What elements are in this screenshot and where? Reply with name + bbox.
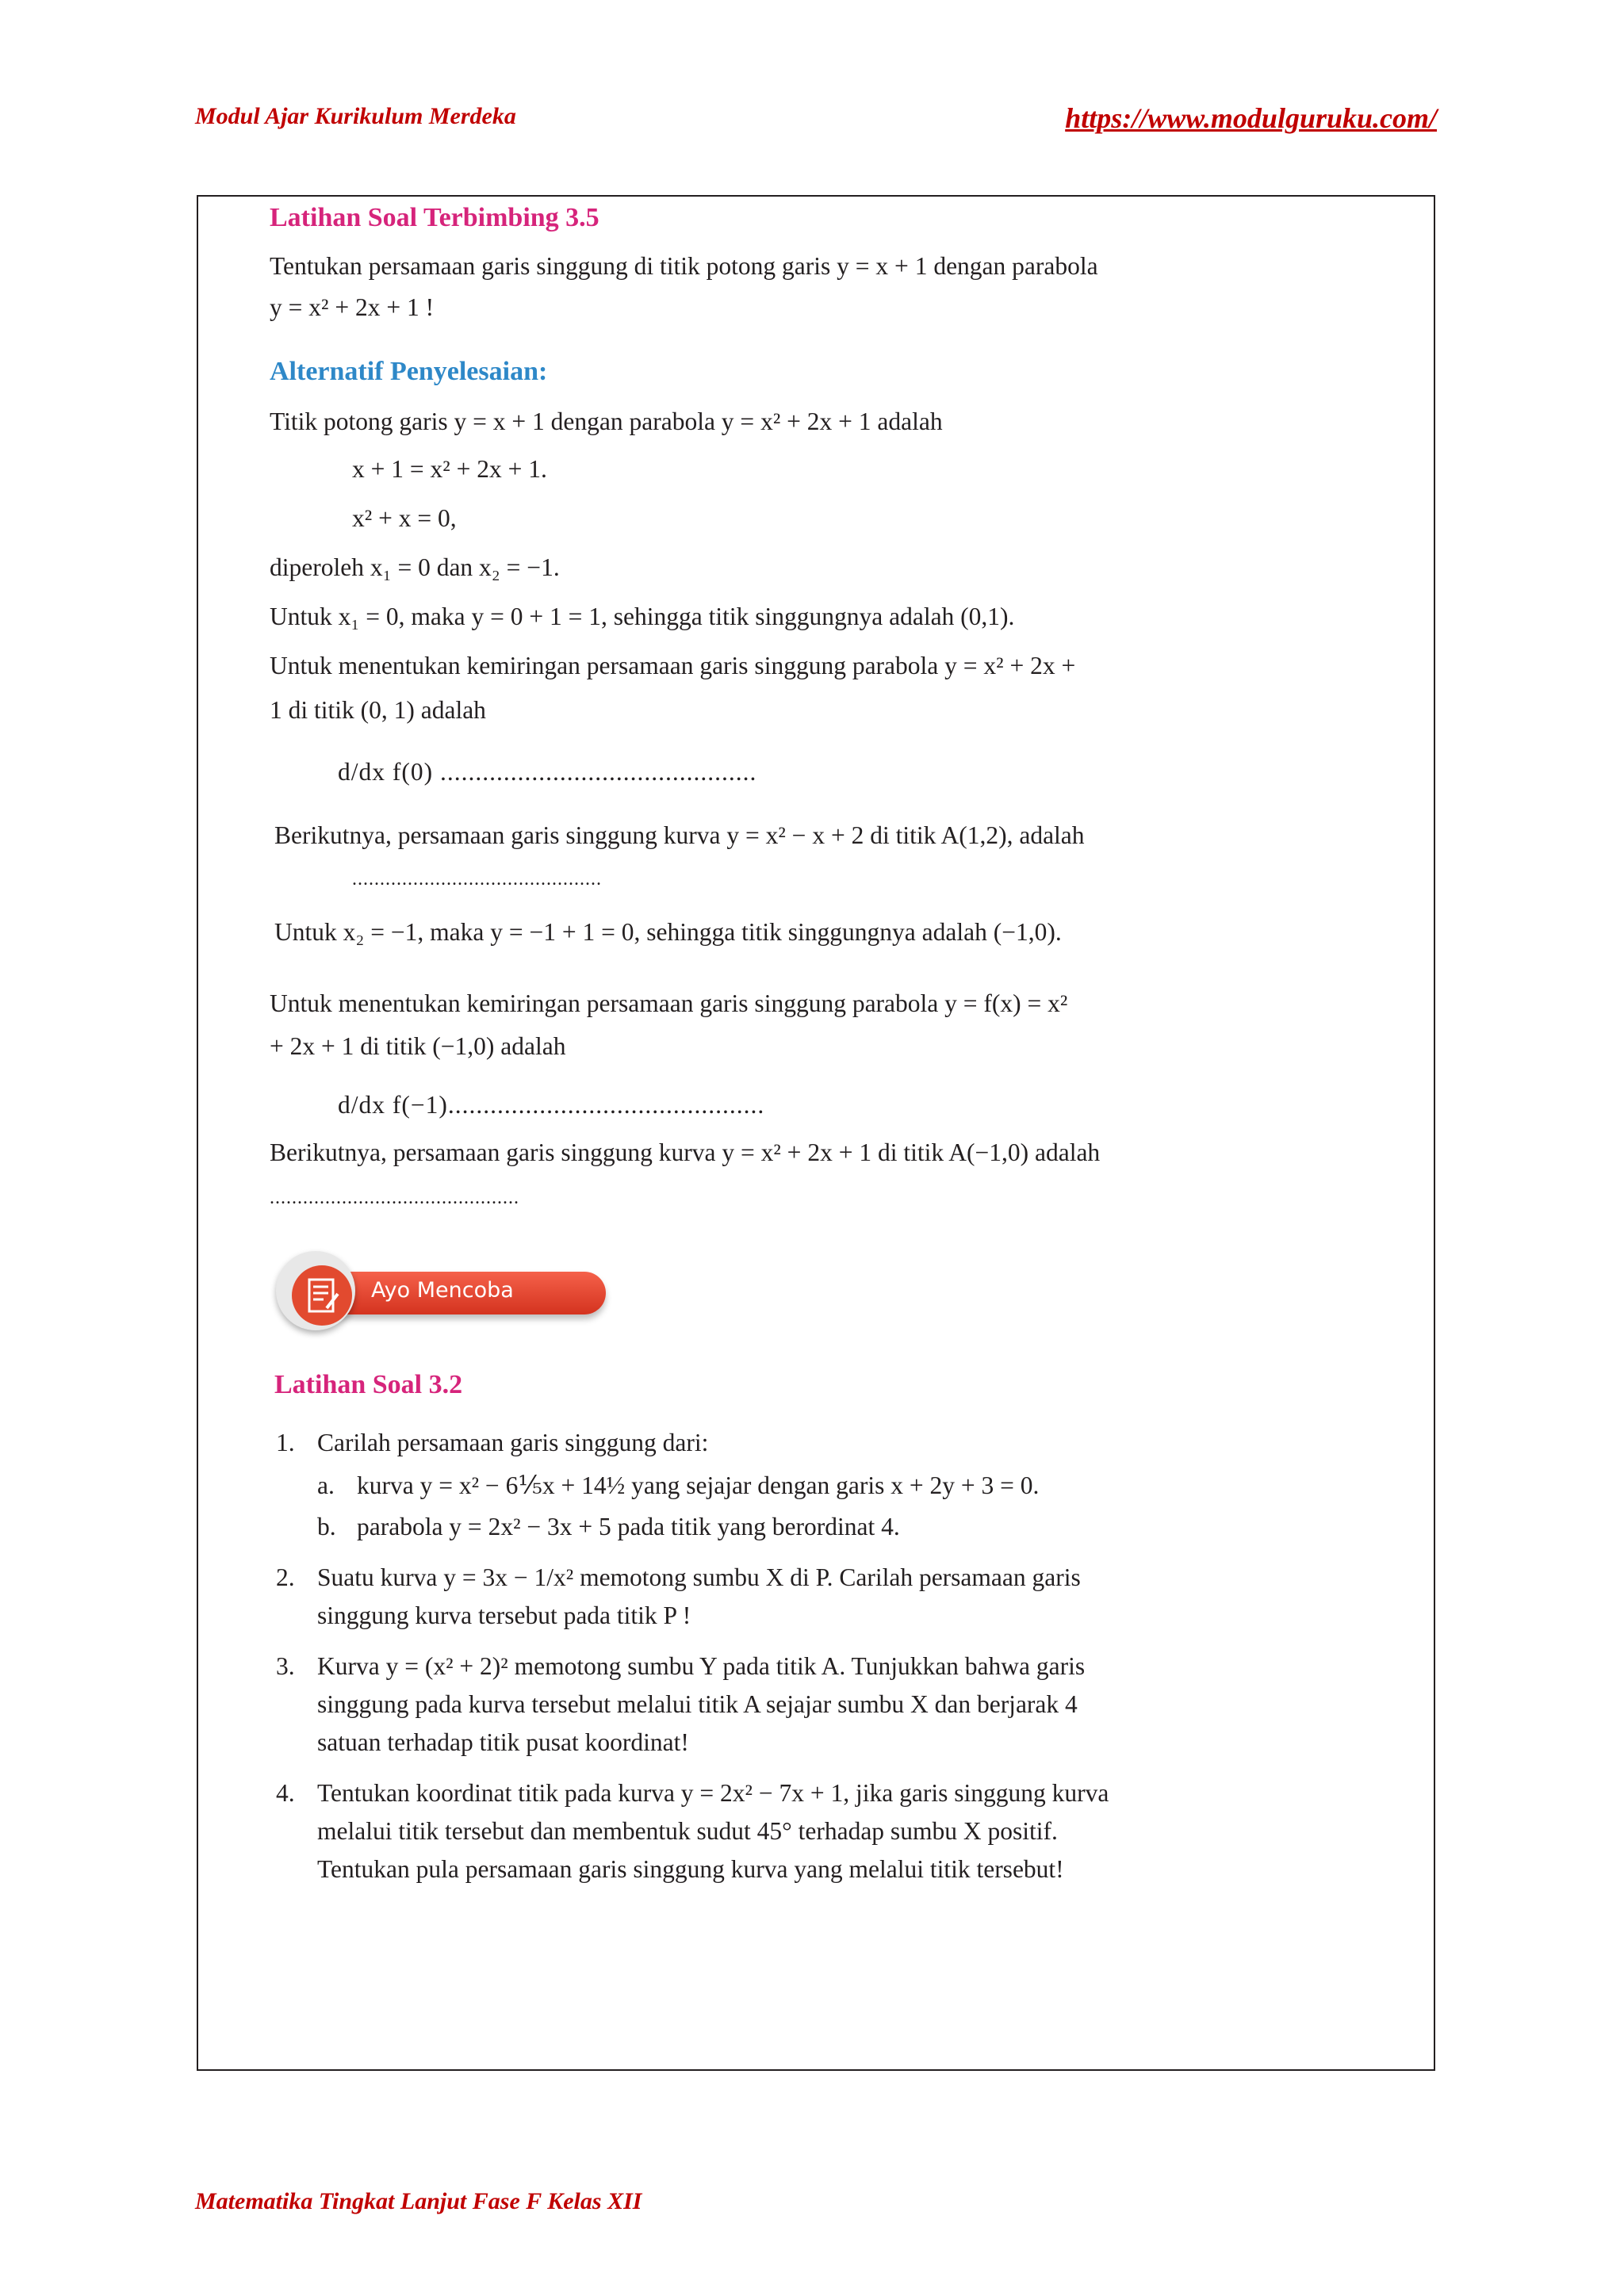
ayo-mencoba-banner	[270, 1246, 619, 1334]
solution-line: Titik potong garis y = x + 1 dengan parabola y = x² + 2x + 1 adalah	[270, 408, 943, 435]
worksheet-icon	[292, 1265, 352, 1326]
exercise-list	[270, 1416, 1158, 1971]
exercise-item-1b: parabola y = 2x² − 3x + 5 pada titik yang berordinat 4.	[357, 1513, 900, 1540]
exercise-item-3: satuan terhadap titik pusat koordinat!	[317, 1728, 689, 1756]
banner-badge	[276, 1251, 355, 1330]
exercise-item-3: singgung pada kurva tersebut melalui titik A sejajar sumbu X dan berjarak 4	[317, 1690, 1078, 1718]
header-title: Modul Ajar Kurikulum Merdeka	[195, 103, 516, 129]
solution-equation: x + 1 = x² + 2x + 1.	[352, 455, 547, 483]
banner-label: Ayo Mencoba	[371, 1278, 514, 1303]
item-number: 2.	[276, 1563, 295, 1591]
derivative-blank: d/dx f(0) .............................................	[338, 758, 757, 786]
solution-line: diperoleh x₁ = 0 dan x₂ = −1.	[270, 553, 560, 581]
exercise-item-1: Carilah persamaan garis singgung dari:	[317, 1429, 709, 1456]
exercise-item-4: Tentukan pula persamaan garis singgung kurva yang melalui titik tersebut!	[317, 1855, 1064, 1883]
footer-title: Matematika Tingkat Lanjut Fase F Kelas XII	[195, 2188, 642, 2214]
solution-line: Berikutnya, persamaan garis singgung kurva y = x² − x + 2 di titik A(1,2), adalah	[274, 821, 1085, 849]
solution-line: 1 di titik (0, 1) adalah	[270, 696, 486, 724]
exercise-item-1a: kurva y = x² − 6⅕x + 14½ yang sejajar dengan garis x + 2y + 3 = 0.	[357, 1471, 1040, 1499]
question-line-2: y = x² + 2x + 1 !	[270, 293, 435, 321]
header-link[interactable]: https://www.modulguruku.com/	[1065, 102, 1437, 134]
item-number: 4.	[276, 1779, 295, 1807]
derivative-blank: d/dx f(−1).............................................	[338, 1091, 765, 1119]
exercise-item-2: Suatu kurva y = 3x − 1/x² memotong sumbu X di P. Carilah persamaan garis	[317, 1563, 1081, 1591]
solution-line: + 2x + 1 di titik (−1,0) adalah	[270, 1032, 566, 1060]
solution-line: Berikutnya, persamaan garis singgung kurva y = x² + 2x + 1 di titik A(−1,0) adalah	[270, 1138, 1101, 1166]
question-line-1: Tentukan persamaan garis singgung di titik potong garis y = x + 1 dengan parabola	[270, 252, 1098, 280]
answer-blank: .............................................	[352, 869, 602, 890]
answer-blank: .............................................	[270, 1188, 519, 1208]
solution-equation: x² + x = 0,	[352, 504, 457, 532]
sub-label: b.	[317, 1513, 336, 1540]
exercise-item-3: Kurva y = (x² + 2)² memotong sumbu Y pada titik A. Tunjukkan bahwa garis	[317, 1652, 1086, 1680]
guided-title: Latihan Soal Terbimbing 3.5	[270, 203, 599, 232]
solution-line: Untuk menentukan kemiringan persamaan garis singgung parabola y = f(x) = x²	[270, 989, 1068, 1017]
solution-line: Untuk x₁ = 0, maka y = 0 + 1 = 1, sehingga titik singgungnya adalah (0,1).	[270, 603, 1015, 630]
exercise-item-4: melalui titik tersebut dan membentuk sudut 45° terhadap sumbu X positif.	[317, 1817, 1058, 1845]
exercise-item-4: Tentukan koordinat titik pada kurva y = 2x² − 7x + 1, jika garis singgung kurva	[317, 1779, 1109, 1807]
exercise-item-2: singgung kurva tersebut pada titik P !	[317, 1601, 691, 1629]
solution-title: Alternatif Penyelesaian:	[270, 357, 548, 386]
solution-line: Untuk menentukan kemiringan persamaan garis singgung parabola y = x² + 2x +	[270, 652, 1076, 679]
sub-label: a.	[317, 1471, 335, 1499]
item-number: 1.	[276, 1429, 295, 1456]
item-number: 3.	[276, 1652, 295, 1680]
solution-line: Untuk x₂ = −1, maka y = −1 + 1 = 0, sehingga titik singgungnya adalah (−1,0).	[274, 918, 1062, 946]
exercise-title: Latihan Soal 3.2	[274, 1370, 463, 1399]
